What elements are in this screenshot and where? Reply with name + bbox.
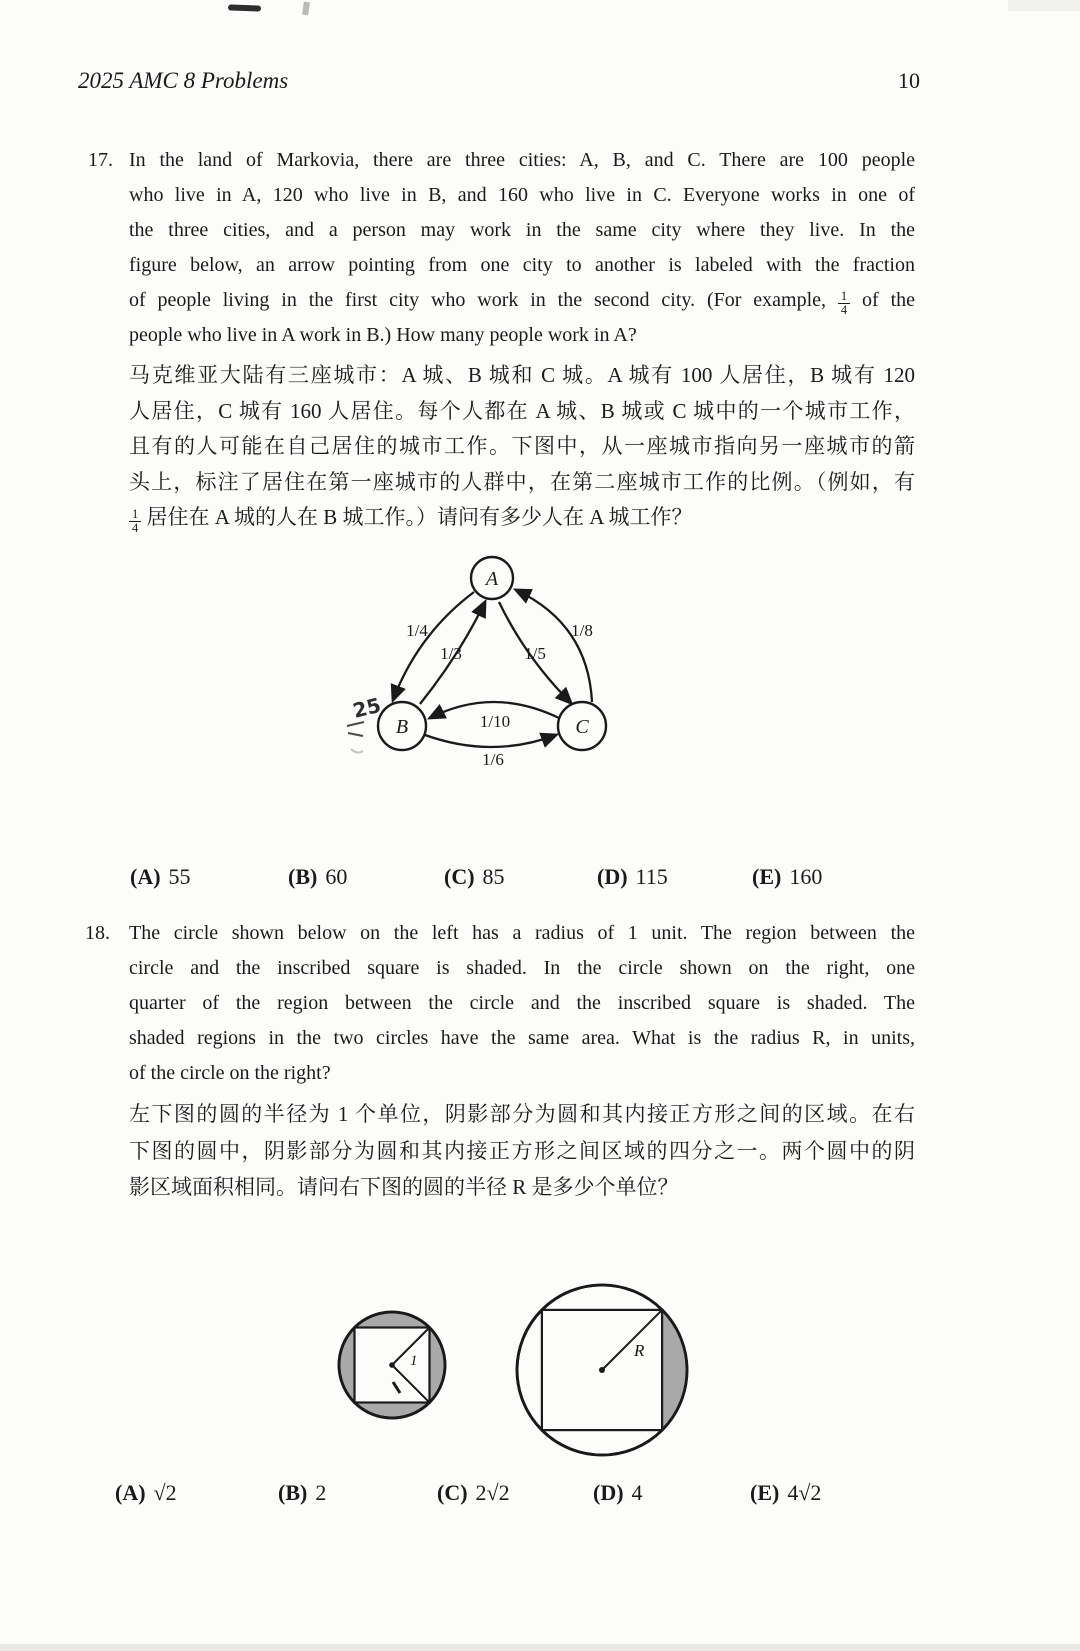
fraction-denominator: 4 <box>132 521 139 535</box>
option-e <box>750 1480 821 1506</box>
option-value: 4√2 <box>787 1480 822 1505</box>
scan-artifact-bottom-edge <box>0 1644 1080 1651</box>
edge-label-b-to-a: 1/3 <box>440 644 462 663</box>
problem-18-en-line-2: circle and the inscribed square is shaded. In the circle shown on the right, one <box>129 957 915 979</box>
option-label: (E) <box>752 864 782 889</box>
option-d <box>597 864 668 890</box>
problem-18-options <box>0 1480 1080 1514</box>
option-label: (A) <box>130 864 161 889</box>
edge-label-c-to-a: 1/8 <box>571 621 593 640</box>
node-a-label: A <box>485 568 499 590</box>
left-center-dot <box>389 1362 395 1368</box>
problem-18-number: 18. <box>85 922 110 944</box>
problem-18-chinese <box>129 1096 915 1206</box>
problem-18 <box>85 916 915 1091</box>
problem-18-cn-line-1: 左下图的圆的半径为 1 个单位，阴影部分为圆和其内接正方形之间的区域。在右 <box>129 1102 915 1126</box>
node-b-label: B <box>395 716 409 738</box>
option-label: (C) <box>437 1480 468 1505</box>
problem-17-chinese <box>129 358 915 536</box>
option-value: 55 <box>168 864 191 889</box>
problem-18-text <box>129 916 915 1091</box>
problem-18-cn-line-3: 影区域面积相同。请问右下图的圆的半径 R 是多少个单位？ <box>129 1175 679 1199</box>
node-c-label: C <box>575 716 589 738</box>
scan-artifact-smudge <box>1008 0 1080 11</box>
problem-18-en-line-4: shaded regions in the two circles have the same area. What is the radius R, in units, <box>129 1027 915 1049</box>
problem-17-cn-line-4: 头上，标注了居住在第一座城市的人群中，在第二座城市工作的比例。（例如，有 <box>129 469 915 494</box>
line-text: of people living in the first city who work in the second city. (For example, <box>129 289 838 311</box>
left-radius-label: 1 <box>410 1353 418 1369</box>
problem-17-en-line-4: figure below, an arrow pointing from one city to another is labeled with the fraction <box>129 254 915 276</box>
option-label: (B) <box>288 864 318 889</box>
handwritten-25-annotation: 25 <box>350 692 384 723</box>
option-value: √2 <box>153 1480 177 1505</box>
scan-artifact-tick <box>302 2 310 16</box>
problem-17 <box>88 143 915 353</box>
problem-18-en-line-1: The circle shown below on the left has a radius of 1 unit. The region between the <box>129 922 915 944</box>
fraction-numerator: 1 <box>129 508 141 522</box>
option-label: (B) <box>278 1480 308 1505</box>
problem-18-cn-line-2: 下图的圆中，阴影部分为圆和其内接正方形之间区域的四分之一。两个圆中的阴 <box>129 1138 915 1163</box>
problem-17-en-line-5 <box>129 283 915 318</box>
edge-label-b-to-c: 1/6 <box>482 750 504 769</box>
option-e <box>752 864 822 890</box>
option-label: (A) <box>115 1480 146 1505</box>
problem-17-en-line-1: In the land of Markovia, there are three cities: A, B, and C. There are 100 people <box>129 149 915 171</box>
fraction-denominator: 4 <box>840 303 848 317</box>
problem-17-cn-line-1: 马克维亚大陆有三座城市：A 城、B 城和 C 城。A 城有 100 人居住，B 城有 120 <box>129 363 915 387</box>
problem-18-en-line-3: quarter of the region between the circle and the inscribed square is shaded. The <box>129 992 915 1014</box>
problem-17-text <box>129 143 915 353</box>
fraction-one-fourth <box>838 290 850 317</box>
problem-17-number: 17. <box>88 149 113 171</box>
edge-label-a-to-c: 1/5 <box>524 644 546 663</box>
option-value: 2√2 <box>475 1480 510 1505</box>
option-label: (D) <box>593 1480 624 1505</box>
line-text: of the <box>850 289 915 311</box>
problem-17-en-line-3: the three cities, and a person may work in the same city where they live. In the <box>129 219 915 241</box>
circles-figure <box>300 1272 700 1464</box>
problem-17-cn-line-3: 且有的人可能在自己居住的城市工作。下图中，从一座城市指向另一座城市的箭 <box>129 434 915 458</box>
option-value: 115 <box>635 864 668 889</box>
problem-17-en-line-2: who live in A, 120 who live in B, and 160 who live in C. Everyone works in one of <box>129 184 915 206</box>
problem-17-cn-line-2: 人居住，C 城有 160 人居住。每个人都在 A 城、B 城或 C 城中的一个城市工作， <box>129 398 915 423</box>
option-value: 4 <box>631 1480 643 1505</box>
option-label: (E) <box>750 1480 780 1505</box>
option-value: 85 <box>482 864 505 889</box>
option-label: (D) <box>597 864 628 889</box>
option-value: 60 <box>325 864 348 889</box>
option-c <box>444 864 505 890</box>
option-value: 2 <box>315 1480 327 1505</box>
option-d <box>593 1480 643 1506</box>
faint-scribble <box>351 749 363 753</box>
problem-17-cn-line-5 <box>129 500 915 536</box>
option-value: 160 <box>789 864 823 889</box>
fraction-numerator: 1 <box>838 290 850 304</box>
option-b <box>278 1480 326 1506</box>
option-label: (C) <box>444 864 475 889</box>
problem-17-en-line-6: people who live in A work in B.) How many people work in A? <box>129 324 637 346</box>
edge-label-c-to-b: 1/10 <box>479 712 511 731</box>
city-graph-diagram <box>335 546 675 778</box>
problem-18-en-line-5: of the circle on the right? <box>129 1062 331 1084</box>
option-b <box>288 864 347 890</box>
edge-label-a-to-b: 1/4 <box>406 621 428 640</box>
line-text: 居住在 A 城的人在 B 城工作。）请问有多少人在 A 城工作？ <box>141 505 693 529</box>
option-c <box>437 1480 510 1506</box>
problem-17-options <box>0 864 1080 898</box>
scan-artifact-dash <box>228 4 261 11</box>
right-radius-label: R <box>634 1341 645 1360</box>
option-a <box>115 1480 177 1506</box>
document-title: 2025 AMC 8 Problems <box>78 68 289 93</box>
page-number: 10 <box>898 68 920 93</box>
right-center-dot <box>599 1367 605 1373</box>
fraction-one-fourth <box>129 508 141 535</box>
arrow-b-to-c <box>425 735 556 747</box>
option-a <box>130 864 191 890</box>
handwritten-scribble <box>347 722 364 736</box>
